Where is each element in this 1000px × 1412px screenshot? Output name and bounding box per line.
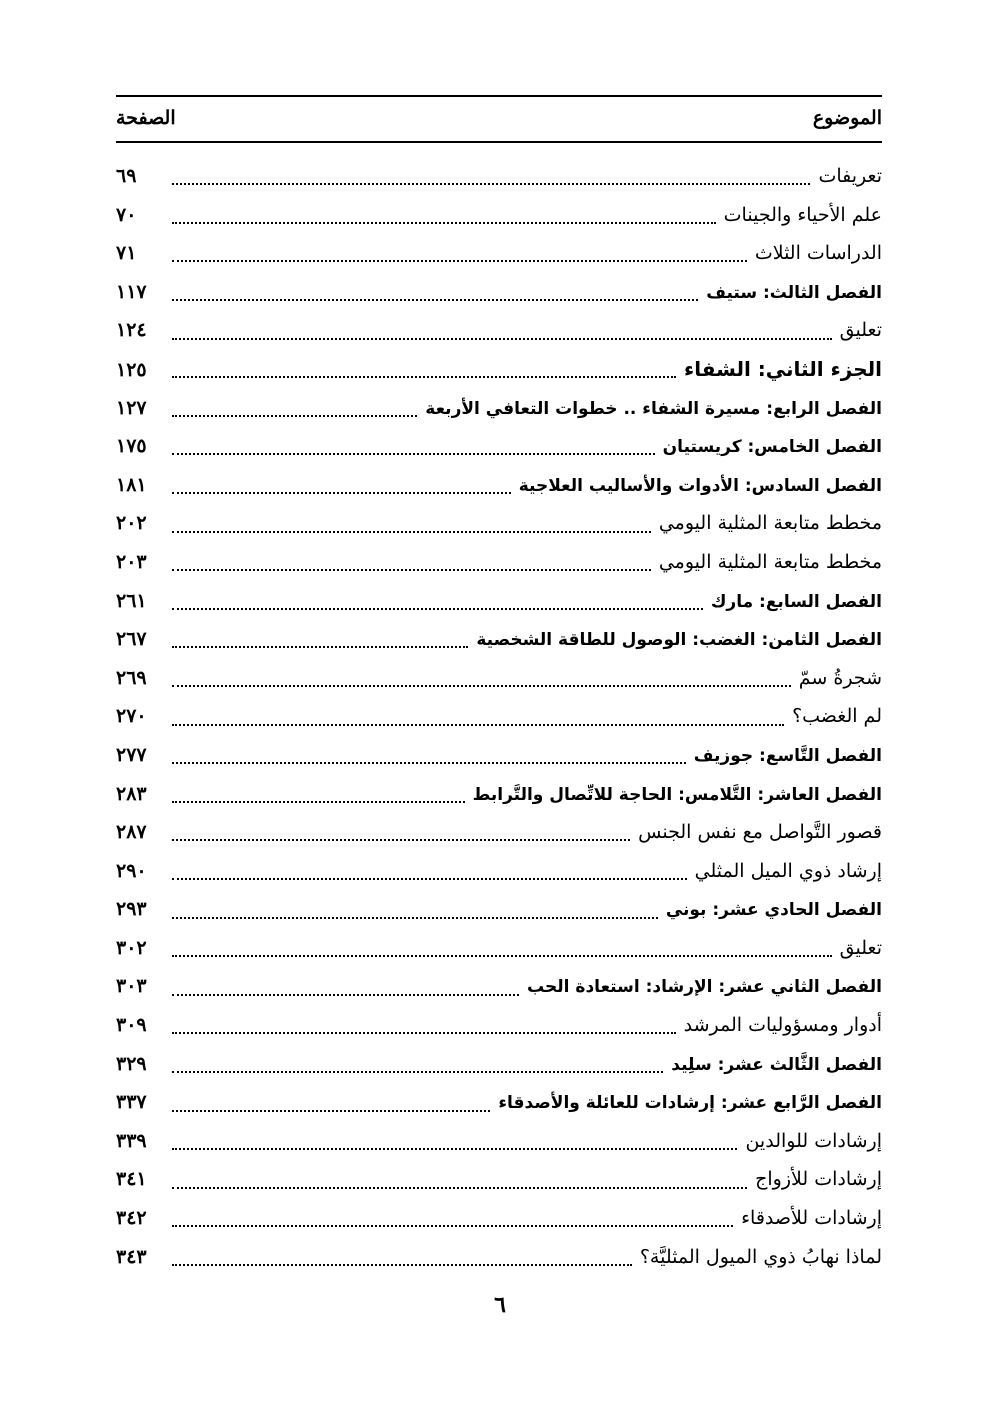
toc-entry (116, 1160, 882, 1199)
dot-leader (172, 492, 511, 494)
toc-entry (116, 813, 882, 852)
toc-entry (116, 1238, 882, 1277)
toc-entry-page: ٧٠ (116, 203, 137, 226)
toc-entry-page: ١٢٥ (116, 358, 147, 381)
toc-entry-title: الفصل الثاني عشر: الإرشاد: استعادة الحب (527, 977, 882, 998)
toc-entry (116, 659, 882, 698)
toc-entry-title: الفصل الرَّابع عشر: إرشادات للعائلة والأصدقاء (498, 1093, 882, 1114)
toc-entry-title: الفصل السابع: مارك (710, 591, 882, 612)
dot-leader (172, 338, 832, 340)
dot-leader (172, 994, 519, 996)
toc-entry (116, 311, 882, 350)
toc-entry (116, 427, 882, 466)
toc-entry-page: ٣٤٢ (116, 1207, 147, 1230)
toc-entry (116, 890, 882, 929)
toc-entry (116, 697, 882, 736)
toc-entry-title: الفصل الثَّالث عشر: سلِيد (671, 1054, 882, 1075)
dot-leader (172, 1110, 490, 1112)
toc-entry (116, 196, 882, 235)
toc-entry-title: تعليق (839, 319, 882, 342)
toc-entry-page: ١٨١ (116, 473, 147, 496)
page-number: ٦ (494, 1292, 506, 1318)
toc-entry-title: الفصل الثالث: ستيف (706, 282, 882, 303)
dot-leader (172, 646, 468, 648)
toc-entry-title: الفصل الحادي عشر: بوني (665, 900, 882, 921)
toc-entry-title: أدوار ومسؤوليات المرشد (683, 1014, 882, 1037)
toc-entry-title: الفصل العاشر: التَّلامس: الحاجة للاتِّصال والتَّرابط (472, 784, 882, 805)
dot-leader (172, 724, 784, 726)
toc-entry-title: تعليق (839, 936, 882, 959)
toc-entry-page: ٢٠٢ (116, 512, 147, 535)
toc-entry (116, 775, 882, 814)
toc-entry-page: ١٢٤ (116, 319, 147, 342)
dot-leader (172, 222, 716, 224)
toc-header (116, 100, 882, 136)
toc-entry-page: ٣٣٧ (116, 1091, 147, 1114)
toc-entry-title: إرشادات للأصدقاء (741, 1207, 882, 1230)
toc-entry (116, 157, 882, 196)
toc-entry (116, 273, 882, 312)
toc-list (116, 157, 882, 1276)
dot-leader (172, 762, 686, 764)
toc-entry (116, 1045, 882, 1084)
toc-entry-title: إرشادات للوالدين (745, 1129, 882, 1152)
header-top-rule (116, 95, 882, 97)
toc-entry-page: ٣٤١ (116, 1168, 147, 1191)
toc-entry-title: لم الغضب؟ (792, 705, 882, 728)
toc-entry (116, 1199, 882, 1238)
toc-entry-title: علم الأحياء والجينات (723, 203, 882, 226)
toc-entry-page: ٣٠٩ (116, 1014, 147, 1037)
toc-entry-title: تعريفات (818, 165, 882, 187)
toc-entry (116, 234, 882, 273)
toc-entry-title: الدراسات الثلاث (754, 242, 882, 265)
dot-leader (172, 1225, 733, 1227)
toc-entry (116, 543, 882, 582)
dot-leader (172, 955, 832, 957)
toc-entry-page: ٣٢٩ (116, 1052, 147, 1075)
toc-entry (116, 1083, 882, 1122)
dot-leader (172, 801, 465, 803)
dot-leader (172, 839, 630, 841)
toc-entry-title: الجزء الثاني: الشفاء (684, 356, 882, 381)
dot-leader (172, 183, 810, 185)
toc-entry (116, 389, 882, 428)
toc-entry-title: قصور التَّواصل مع نفس الجنس (638, 821, 882, 844)
dot-leader (172, 1032, 676, 1034)
dot-leader (172, 1187, 747, 1189)
toc-entry (116, 1122, 882, 1161)
toc-entry-title: مخطط متابعة المثلية اليومي (658, 550, 882, 573)
toc-entry-title: إرشاد ذوي الميل المثلي (694, 859, 882, 882)
toc-entry-page: ٢٨٣ (116, 782, 147, 805)
toc-entry-title: الفصل الخامس: كريستيان (662, 437, 882, 458)
dot-leader (172, 415, 417, 417)
toc-entry-page: ٢٠٣ (116, 550, 147, 573)
dot-leader (172, 1264, 632, 1266)
toc-entry (116, 1006, 882, 1045)
dot-leader (172, 917, 658, 919)
topic-column-label: الموضوع (812, 107, 882, 129)
toc-entry-page: ٢٦٧ (116, 628, 147, 651)
toc-entry (116, 504, 882, 543)
toc-entry-title: الفصل السادس: الأدوات والأساليب العلاجية (518, 475, 882, 496)
dot-leader (172, 299, 698, 301)
dot-leader (172, 685, 791, 687)
toc-entry (116, 736, 882, 775)
toc-entry-page: ٢٦١ (116, 589, 147, 612)
toc-entry (116, 350, 882, 389)
toc-entry (116, 967, 882, 1006)
toc-entry-title: مخطط متابعة المثلية اليومي (658, 512, 882, 535)
toc-entry-page: ٢٧٠ (116, 705, 147, 728)
dot-leader (172, 376, 676, 378)
toc-entry-page: ٢٦٩ (116, 666, 147, 689)
dot-leader (172, 878, 687, 880)
toc-entry-page: ١٧٥ (116, 435, 147, 458)
toc-entry-page: ٣٤٣ (116, 1245, 147, 1268)
toc-entry (116, 620, 882, 659)
toc-entry-page: ١١٧ (116, 280, 147, 303)
toc-entry-title: الفصل الثامن: الغضب: الوصول للطاقة الشخصية (476, 630, 882, 651)
toc-entry (116, 582, 882, 621)
dot-leader (172, 1071, 663, 1073)
toc-entry (116, 466, 882, 505)
header-bottom-rule (116, 141, 882, 143)
dot-leader (172, 569, 651, 571)
toc-entry-page: ٢٩٣ (116, 898, 147, 921)
dot-leader (172, 1148, 737, 1150)
dot-leader (172, 531, 651, 533)
toc-entry (116, 929, 882, 968)
toc-entry-page: ٢٩٠ (116, 859, 147, 882)
toc-entry-title: لماذا نهابُ ذوي الميول المثليَّة؟ (639, 1245, 882, 1268)
toc-entry-page: ٣٣٩ (116, 1129, 147, 1152)
toc-entry-title: الفصل التَّاسع: جوزيف (693, 745, 882, 766)
toc-entry-title: الفصل الرابع: مسيرة الشفاء .. خطوات التعافي الأربعة (425, 398, 882, 419)
toc-entry-page: ٦٩ (116, 165, 137, 187)
dot-leader (172, 453, 655, 455)
toc-entry-title: شجرةُ سمّ (798, 666, 882, 689)
toc-entry-page: ٣٠٢ (116, 936, 147, 959)
toc-entry-page: ٢٧٧ (116, 743, 147, 766)
toc-entry-page: ١٢٧ (116, 396, 147, 419)
toc-entry-page: ٧١ (116, 242, 137, 265)
dot-leader (172, 608, 703, 610)
toc-entry-page: ٢٨٧ (116, 821, 147, 844)
page-column-label: الصفحة (116, 107, 176, 129)
dot-leader (172, 260, 747, 262)
toc-entry-page: ٣٠٣ (116, 975, 147, 998)
toc-entry (116, 852, 882, 891)
toc-entry-title: إرشادات للأزواج (755, 1168, 882, 1191)
